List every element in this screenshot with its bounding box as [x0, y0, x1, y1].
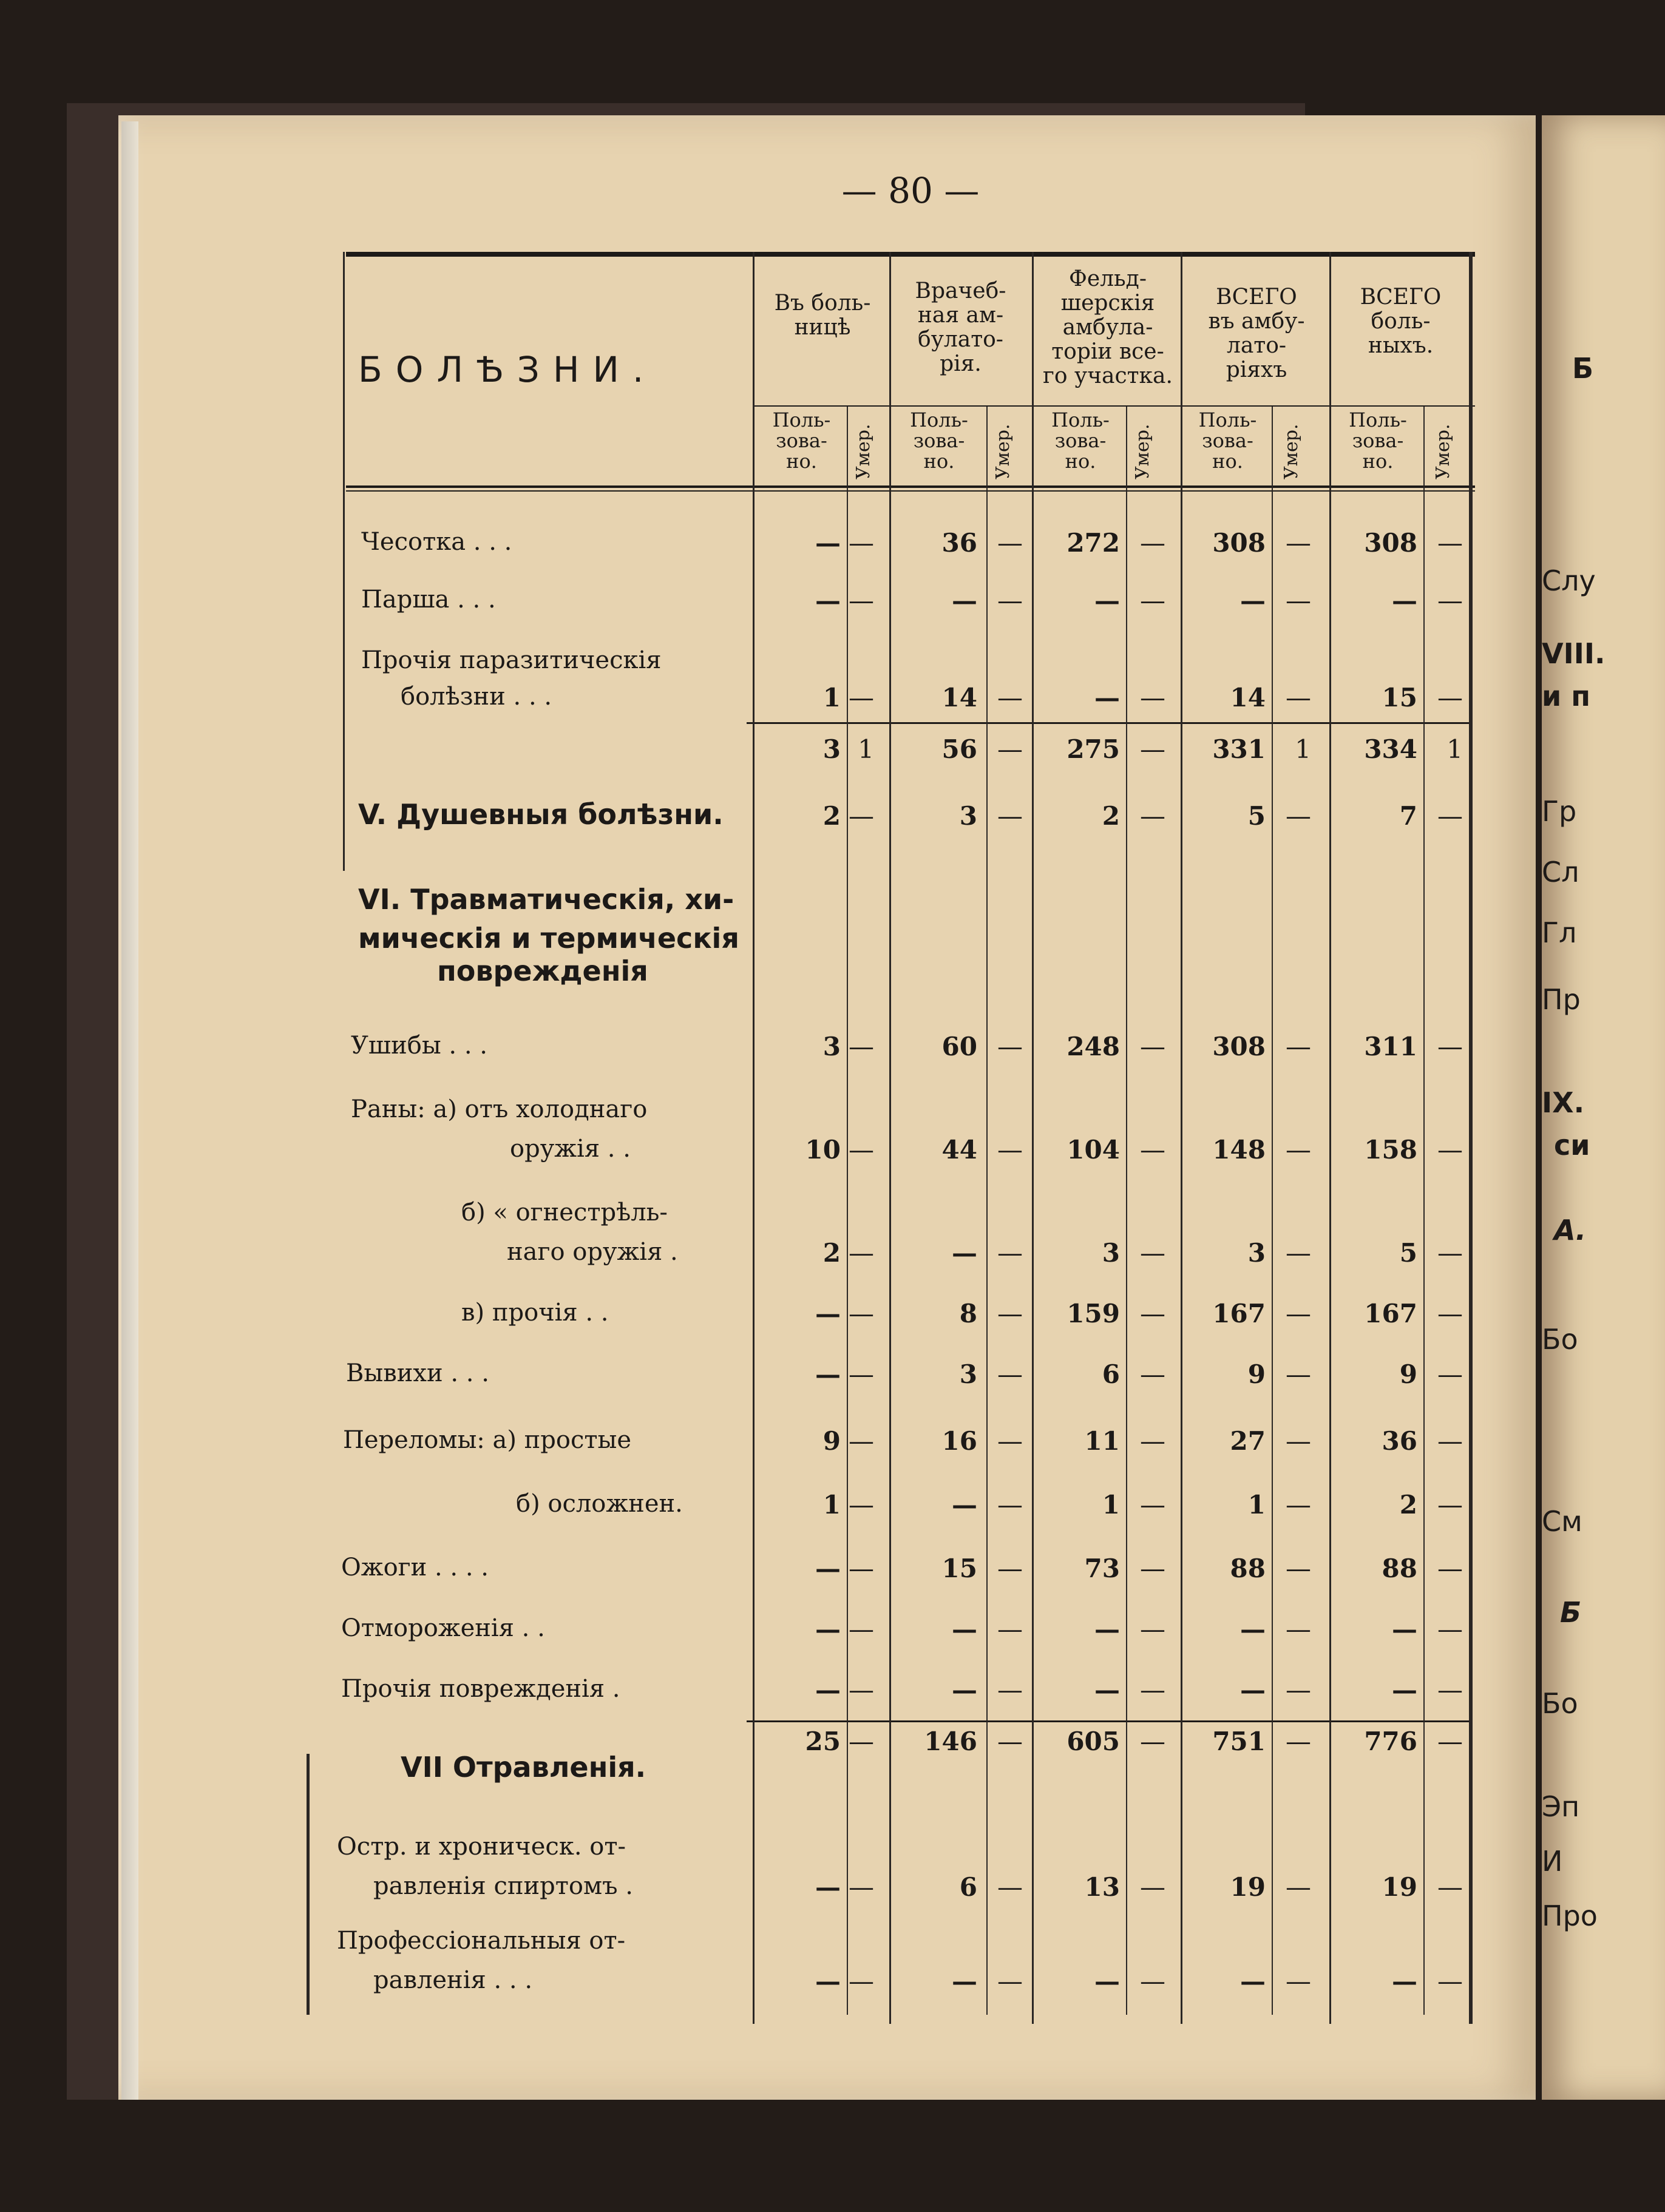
table-cell: —	[997, 1872, 1023, 1902]
table-cell: —	[1437, 1614, 1463, 1644]
table-cell: —	[1437, 1032, 1463, 1061]
row-label: Парша . . .	[361, 586, 496, 614]
section-heading: VI. Травматическія, хи-	[358, 883, 734, 916]
table-cell: —	[1286, 1490, 1311, 1520]
table-cell: 334	[1364, 734, 1417, 764]
subheader-died: Умер.	[1433, 424, 1454, 479]
table-cell: 25	[805, 1727, 841, 1756]
table-cell: —	[1140, 528, 1165, 558]
column-divider	[1032, 252, 1034, 2024]
sub-divider	[986, 407, 988, 2015]
column-divider	[1181, 252, 1182, 2024]
page-edge	[121, 121, 138, 2100]
table-cell: 7	[1399, 801, 1417, 831]
table-cell: 331	[1212, 734, 1266, 764]
table-cell: —	[1437, 1872, 1463, 1902]
table-cell: —	[1140, 1727, 1165, 1756]
table-cell: —	[1286, 1872, 1311, 1902]
table-cell: —	[1240, 1614, 1266, 1644]
column-divider	[1329, 252, 1331, 2024]
table-cell: —	[849, 586, 874, 615]
table-cell: —	[1286, 1032, 1311, 1061]
subheader-used: Поль- зова- но.	[1349, 408, 1407, 473]
table-cell: 88	[1230, 1554, 1266, 1583]
table-cell: —	[997, 1135, 1023, 1165]
facing-text: Б	[1560, 1596, 1582, 1629]
table-cell: 73	[1084, 1554, 1120, 1583]
subtotal-rule	[747, 1720, 1469, 1722]
table-cell: 1	[822, 683, 841, 712]
facing-text: Бо	[1542, 1687, 1578, 1720]
table-cell: 1	[1446, 734, 1463, 764]
sub-divider	[1423, 407, 1425, 2015]
table-cell: —	[1140, 1966, 1165, 1996]
table-cell: —	[1286, 1135, 1311, 1165]
table-cell: —	[1140, 1238, 1165, 1268]
facing-text: А.	[1554, 1214, 1587, 1246]
table-cell: —	[1240, 586, 1266, 615]
table-cell: —	[997, 1966, 1023, 1996]
column-header: Фельд- шерскія амбула- торіи все- го участка.	[1043, 266, 1173, 388]
table-cell: —	[849, 1872, 874, 1902]
table-cell: —	[1437, 586, 1463, 615]
table-cell: 15	[1382, 683, 1417, 712]
table-cell: —	[1286, 1675, 1311, 1705]
facing-text: Б	[1572, 352, 1594, 385]
table-cell: —	[1140, 683, 1165, 712]
table-cell: —	[952, 586, 977, 615]
table-cell: —	[1392, 1675, 1417, 1705]
facing-text: Гр	[1542, 795, 1577, 828]
table-cell: —	[1140, 801, 1165, 831]
subheader-used: Поль- зова- но.	[772, 408, 831, 473]
table-cell: 148	[1212, 1135, 1266, 1165]
table-cell: —	[1392, 586, 1417, 615]
table-cell: —	[815, 1554, 841, 1583]
facing-text: Сл	[1542, 856, 1579, 888]
table-cell: 146	[924, 1727, 977, 1756]
table-left-border	[307, 1754, 310, 2015]
table-cell: —	[997, 1614, 1023, 1644]
table-cell: —	[1094, 1614, 1120, 1644]
table-cell: 3	[959, 1359, 977, 1389]
table-cell: —	[1437, 1238, 1463, 1268]
table-cell: —	[1286, 683, 1311, 712]
table-cell: 2	[822, 801, 841, 831]
table-cell: 9	[1247, 1359, 1266, 1389]
table-cell: 56	[941, 734, 977, 764]
table-cell: —	[1437, 1554, 1463, 1583]
table-cell: —	[1140, 1554, 1165, 1583]
table-cell: —	[997, 1299, 1023, 1328]
table-cell: —	[849, 1727, 874, 1756]
table-cell: —	[1140, 1299, 1165, 1328]
facing-text: си	[1554, 1129, 1590, 1162]
table-cell: —	[952, 1966, 977, 1996]
facing-text: См	[1542, 1505, 1582, 1538]
table-cell: —	[849, 1032, 874, 1061]
section-heading: V. Душевныя болѣзни.	[358, 798, 724, 831]
table-cell: 311	[1364, 1032, 1417, 1061]
table-cell: —	[1286, 1359, 1311, 1389]
table-cell: —	[1286, 1238, 1311, 1268]
table-cell: —	[1140, 1359, 1165, 1389]
table-cell: 11	[1084, 1426, 1120, 1456]
table-cell: —	[1286, 801, 1311, 831]
table-cell: 13	[1084, 1872, 1120, 1902]
table-cell: —	[849, 1490, 874, 1520]
table-cell: —	[1140, 734, 1165, 764]
table-cell: 27	[1230, 1426, 1266, 1456]
section-heading: VII Отравленія.	[401, 1751, 646, 1784]
facing-text: Пр	[1542, 983, 1581, 1016]
table-cell: —	[1437, 1426, 1463, 1456]
table-cell: 88	[1382, 1554, 1417, 1583]
table-cell: 308	[1212, 1032, 1266, 1061]
table-cell: —	[849, 1614, 874, 1644]
table-cell: —	[997, 1359, 1023, 1389]
facing-text: Слу	[1542, 564, 1596, 597]
table-cell: 3	[1102, 1238, 1120, 1268]
subheader-died: Умер.	[853, 424, 874, 479]
row-label: Профессіональныя от-	[337, 1927, 626, 1955]
sub-divider	[1272, 407, 1273, 2015]
table-cell: —	[849, 683, 874, 712]
row-label: Вывихи . . .	[346, 1359, 489, 1387]
table-cell: —	[1392, 1614, 1417, 1644]
table-cell: 159	[1066, 1299, 1120, 1328]
column-divider	[753, 252, 755, 2024]
row-label: в) прочія . .	[461, 1299, 609, 1327]
table-cell: 308	[1364, 528, 1417, 558]
facing-text: И	[1542, 1845, 1563, 1878]
table-cell: 3	[822, 1032, 841, 1061]
table-cell: 19	[1382, 1872, 1417, 1902]
table-cell: —	[1094, 586, 1120, 615]
table-cell: 248	[1066, 1032, 1120, 1061]
row-label: б) « огнестрѣль-	[461, 1199, 668, 1226]
table-cell: —	[997, 1554, 1023, 1583]
table-cell: —	[1286, 1299, 1311, 1328]
table-cell: —	[815, 1675, 841, 1705]
table-cell: —	[849, 1359, 874, 1389]
table-cell: —	[997, 528, 1023, 558]
column-header: ВСЕГО боль- ныхъ.	[1360, 285, 1442, 358]
table-cell: 3	[959, 801, 977, 831]
table-cell: 1	[1247, 1490, 1266, 1520]
row-label: наго оружія .	[507, 1238, 678, 1266]
table-cell: 60	[941, 1032, 977, 1061]
table-cell: —	[1140, 1490, 1165, 1520]
table-cell: 104	[1066, 1135, 1120, 1165]
table-cell: 2	[822, 1238, 841, 1268]
table-cell: —	[997, 1675, 1023, 1705]
table-cell: —	[815, 1359, 841, 1389]
table-cell: —	[1140, 586, 1165, 615]
table-cell: —	[1437, 1359, 1463, 1389]
table-cell: —	[952, 1675, 977, 1705]
table-cell: —	[997, 1032, 1023, 1061]
table-cell: —	[1437, 683, 1463, 712]
table-cell: —	[1437, 1966, 1463, 1996]
table-cell: —	[849, 1554, 874, 1583]
table-cell: 275	[1066, 734, 1120, 764]
subheader-rule	[753, 405, 1475, 407]
table-cell: —	[1286, 1614, 1311, 1644]
table-cell: —	[952, 1238, 977, 1268]
table-cell: 1	[1102, 1490, 1120, 1520]
table-cell: —	[849, 1426, 874, 1456]
row-label: Чесотка . . .	[361, 528, 512, 556]
row-label: Ожоги . . . .	[341, 1554, 489, 1581]
table-cell: 16	[941, 1426, 977, 1456]
table-cell: —	[1437, 1490, 1463, 1520]
table-cell: —	[849, 1135, 874, 1165]
table-cell: 167	[1212, 1299, 1266, 1328]
column-header: Врачеб- ная ам- булато- рія.	[915, 279, 1006, 376]
table-cell: —	[1240, 1966, 1266, 1996]
table-cell: —	[997, 1727, 1023, 1756]
table-cell: 3	[1247, 1238, 1266, 1268]
table-cell: 2	[1399, 1490, 1417, 1520]
table-cell: —	[997, 1490, 1023, 1520]
table-cell: —	[1437, 1135, 1463, 1165]
table-cell: 36	[1382, 1426, 1417, 1456]
subheader-used: Поль- зова- но.	[910, 408, 968, 473]
row-label: Остр. и хроническ. от-	[337, 1833, 626, 1861]
section-heading: поврежденія	[437, 955, 648, 987]
row-label: оружія . .	[510, 1135, 631, 1163]
table-cell: 308	[1212, 528, 1266, 558]
table-cell: —	[1286, 1554, 1311, 1583]
table-cell: 8	[959, 1299, 977, 1328]
table-cell: —	[1140, 1614, 1165, 1644]
table-cell: 10	[805, 1135, 841, 1165]
table-cell: —	[1240, 1675, 1266, 1705]
facing-text: Эп	[1542, 1790, 1580, 1823]
row-label: Переломы: а) простые	[343, 1426, 632, 1454]
table-cell: —	[1437, 528, 1463, 558]
table-cell: —	[997, 586, 1023, 615]
table-cell: —	[815, 1966, 841, 1996]
table-cell: —	[952, 1614, 977, 1644]
row-label: Отмороженія . .	[341, 1614, 545, 1642]
table-cell: —	[1140, 1675, 1165, 1705]
table-cell: 167	[1364, 1299, 1417, 1328]
row-label: Раны: а) отъ холоднаго	[351, 1095, 648, 1123]
table-cell: —	[1286, 1966, 1311, 1996]
table-cell: —	[997, 683, 1023, 712]
table-cell: —	[952, 1490, 977, 1520]
table-cell: 5	[1399, 1238, 1417, 1268]
header-rule	[346, 485, 1475, 488]
section-heading: мическія и термическія	[358, 922, 739, 955]
sub-divider	[847, 407, 848, 2015]
table-cell: —	[1437, 1727, 1463, 1756]
table-cell: 6	[959, 1872, 977, 1902]
facing-text: и п	[1542, 680, 1591, 712]
table-cell: —	[849, 1238, 874, 1268]
facing-page	[1542, 115, 1665, 2100]
table-cell: 14	[941, 683, 977, 712]
facing-text: Про	[1542, 1899, 1598, 1932]
table-cell: —	[1094, 1675, 1120, 1705]
table-cell: 2	[1102, 801, 1120, 831]
table-cell: 9	[822, 1426, 841, 1456]
table-cell: 14	[1230, 683, 1266, 712]
table-cell: 36	[941, 528, 977, 558]
subheader-used: Поль- зова- но.	[1198, 408, 1257, 473]
table-cell: —	[815, 586, 841, 615]
table-cell: —	[1286, 528, 1311, 558]
table-cell: 5	[1247, 801, 1266, 831]
table-cell: —	[849, 1299, 874, 1328]
table-cell: 3	[822, 734, 841, 764]
table-cell: —	[1437, 1675, 1463, 1705]
subheader-died: Умер.	[1132, 424, 1153, 479]
sub-divider	[1126, 407, 1127, 2015]
table-cell: —	[997, 1426, 1023, 1456]
table-cell: —	[1437, 801, 1463, 831]
row-label: равленія спиртомъ .	[373, 1872, 633, 1900]
row-label: б) осложнен.	[516, 1490, 683, 1518]
page-number: — 80 —	[841, 170, 980, 211]
table-cell: —	[815, 1299, 841, 1328]
column-header: ВСЕГО въ амбу- лато- ріяхъ	[1208, 285, 1305, 382]
table-cell: 158	[1364, 1135, 1417, 1165]
table-cell: —	[1392, 1966, 1417, 1996]
table-cell: —	[849, 1675, 874, 1705]
table-cell: 776	[1364, 1727, 1417, 1756]
facing-text: Бо	[1542, 1323, 1578, 1356]
table-cell: —	[1094, 683, 1120, 712]
table-cell: —	[849, 1966, 874, 1996]
table-cell: 19	[1230, 1872, 1266, 1902]
table-cell: —	[815, 1872, 841, 1902]
table-cell: —	[1140, 1135, 1165, 1165]
facing-text: VIII.	[1542, 637, 1606, 670]
subtotal-rule	[747, 722, 1469, 724]
facing-text: IX.	[1542, 1086, 1585, 1119]
table-title: БОЛѢЗНИ.	[358, 349, 657, 390]
table-cell: —	[1437, 1299, 1463, 1328]
facing-text: Гл	[1542, 916, 1577, 949]
row-label: Прочія поврежденія .	[341, 1675, 620, 1703]
table-cell: —	[1094, 1966, 1120, 1996]
table-cell: 15	[941, 1554, 977, 1583]
table-left-border	[343, 252, 345, 871]
table-cell: —	[997, 801, 1023, 831]
table-cell: 1	[822, 1490, 841, 1520]
table-top-rule	[346, 252, 1475, 257]
subheader-died: Умер.	[992, 424, 1014, 479]
table-cell: —	[1140, 1032, 1165, 1061]
table-cell: 1	[858, 734, 874, 764]
column-divider	[889, 252, 891, 2024]
table-cell: —	[1286, 586, 1311, 615]
table-cell: 1	[1295, 734, 1311, 764]
subheader-died: Умер.	[1281, 424, 1302, 479]
table-cell: —	[815, 528, 841, 558]
table-cell: —	[849, 801, 874, 831]
row-label: Прочія паразитическія	[361, 646, 662, 674]
table-cell: 751	[1212, 1727, 1266, 1756]
table-cell: —	[815, 1614, 841, 1644]
table-cell: —	[849, 528, 874, 558]
table-cell: —	[1286, 1426, 1311, 1456]
header-rule-2	[346, 490, 1475, 492]
row-label: равленія . . .	[373, 1966, 533, 1994]
table-cell: 6	[1102, 1359, 1120, 1389]
subheader-used: Поль- зова- но.	[1051, 408, 1110, 473]
table-cell: 605	[1066, 1727, 1120, 1756]
table-cell: 9	[1399, 1359, 1417, 1389]
table-cell: —	[1140, 1426, 1165, 1456]
table-cell: —	[997, 1238, 1023, 1268]
column-header: Въ боль- ницѣ	[774, 291, 871, 340]
table-cell: —	[997, 734, 1023, 764]
table-cell: —	[1286, 1727, 1311, 1756]
row-label: болѣзни . . .	[401, 683, 552, 711]
table-cell: 272	[1066, 528, 1120, 558]
row-label: Ушибы . . .	[351, 1032, 487, 1060]
table-cell: 44	[941, 1135, 977, 1165]
table-right-border	[1469, 252, 1473, 2024]
table-cell: —	[1140, 1872, 1165, 1902]
